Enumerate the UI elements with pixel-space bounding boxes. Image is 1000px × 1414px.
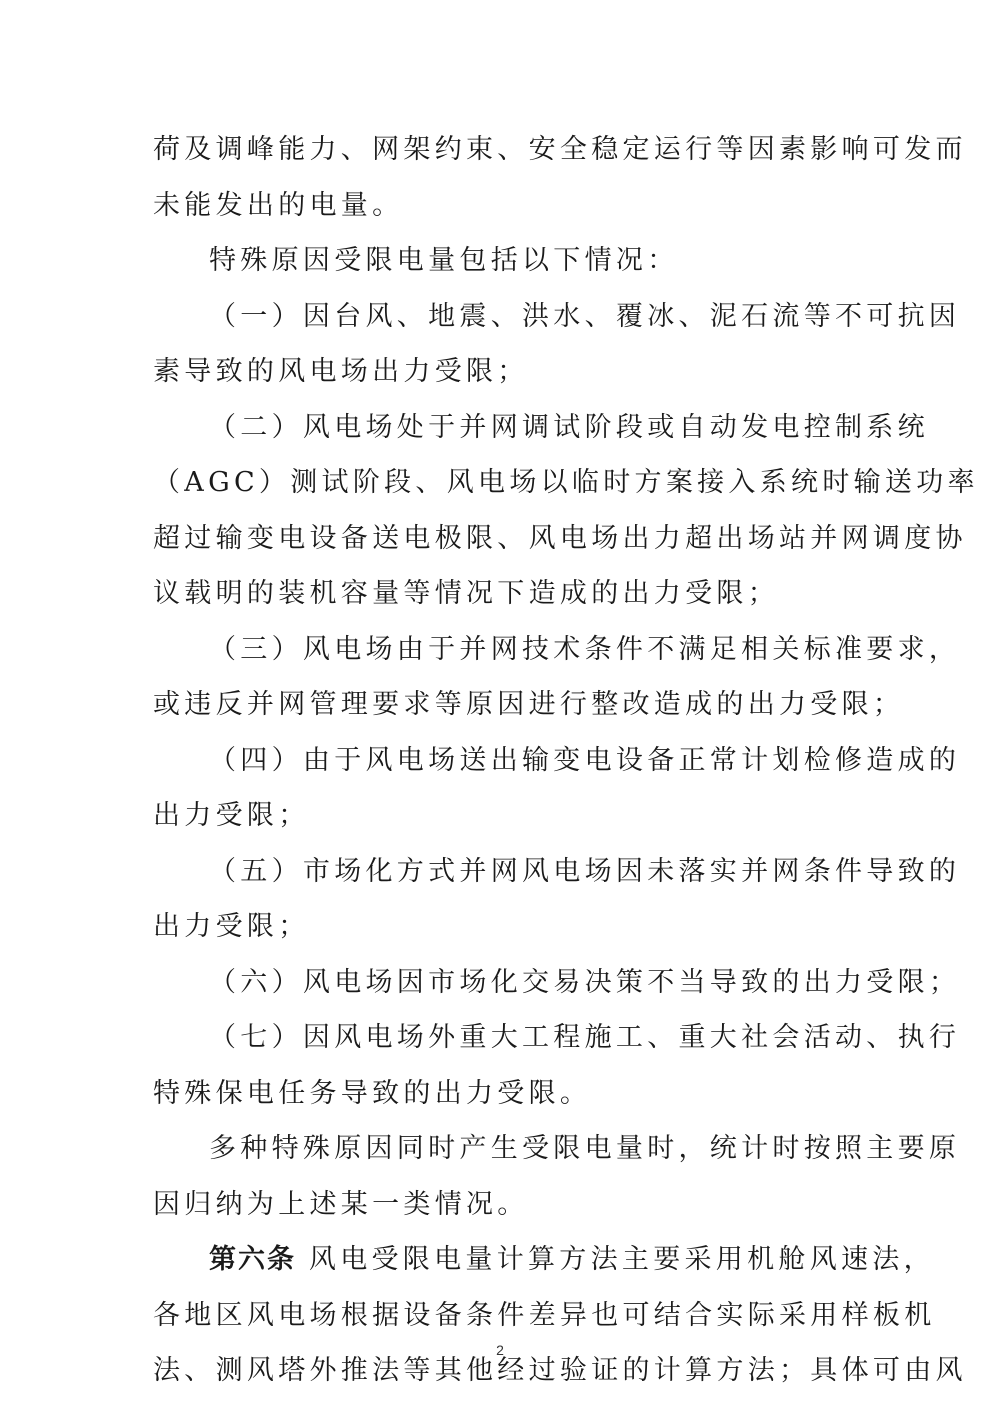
list-item-line: （七）因风电场外重大工程施工、重大社会活动、执行 [209, 1022, 961, 1053]
list-item-line: 出力受限； [153, 800, 310, 831]
paragraph-line: 多种特殊原因同时产生受限电量时，统计时按照主要原 [209, 1133, 961, 1164]
paragraph-line: 因归纳为上述某一类情况。 [153, 1188, 529, 1220]
list-item-line: 出力受限； [153, 911, 310, 942]
list-item-line: （二）风电场处于并网调试阶段或自动发电控制系统 [209, 411, 929, 443]
paragraph-line: 荷及调峰能力、网架约束、安全稳定运行等因素影响可发而 [153, 134, 967, 165]
list-item-line: 超过输变电设备送电极限、风电场出力超出场站并网调度协 [153, 522, 967, 554]
body-text [153, 122, 979, 1399]
list-item-line: （三）风电场由于并网技术条件不满足相关标准要求， [209, 633, 961, 665]
article-line: 各地区风电场根据设备条件差异也可结合实际采用样板机 [153, 1299, 936, 1331]
article-line: 法、测风塔外推法等其他经过验证的计算方法；具体可由风 [153, 1355, 967, 1386]
list-item-line: 特殊保电任务导致的出力受限。 [153, 1077, 592, 1109]
list-item-line: 议载明的装机容量等情况下造成的出力受限； [153, 578, 779, 609]
paragraph-line: 未能发出的电量。 [153, 189, 404, 221]
list-item-line: （五）市场化方式并网风电场因未落实并网条件导致的 [209, 855, 961, 887]
list-item-line: （一）因台风、地震、洪水、覆冰、泥石流等不可抗因 [209, 300, 961, 332]
list-item-line: 素导致的风电场出力受限； [153, 356, 529, 387]
article-line [153, 1232, 935, 1288]
page-number: 2 [496, 1342, 504, 1358]
list-item-line: （AGC）测试阶段、风电场以临时方案接入系统时输送功率 [153, 467, 979, 498]
paragraph-line: 特殊原因受限电量包括以下情况： [209, 245, 679, 276]
list-item-line: 或违反并网管理要求等原因进行整改造成的出力受限； [153, 689, 905, 720]
list-item-line: （六）风电场因市场化交易决策不当导致的出力受限； [209, 966, 961, 998]
article-heading: 第六条 [209, 1244, 296, 1275]
article-text: 风电受限电量计算方法主要采用机舱风速法， [308, 1244, 935, 1275]
list-item-line: （四）由于风电场送出输变电设备正常计划检修造成的 [209, 744, 961, 776]
